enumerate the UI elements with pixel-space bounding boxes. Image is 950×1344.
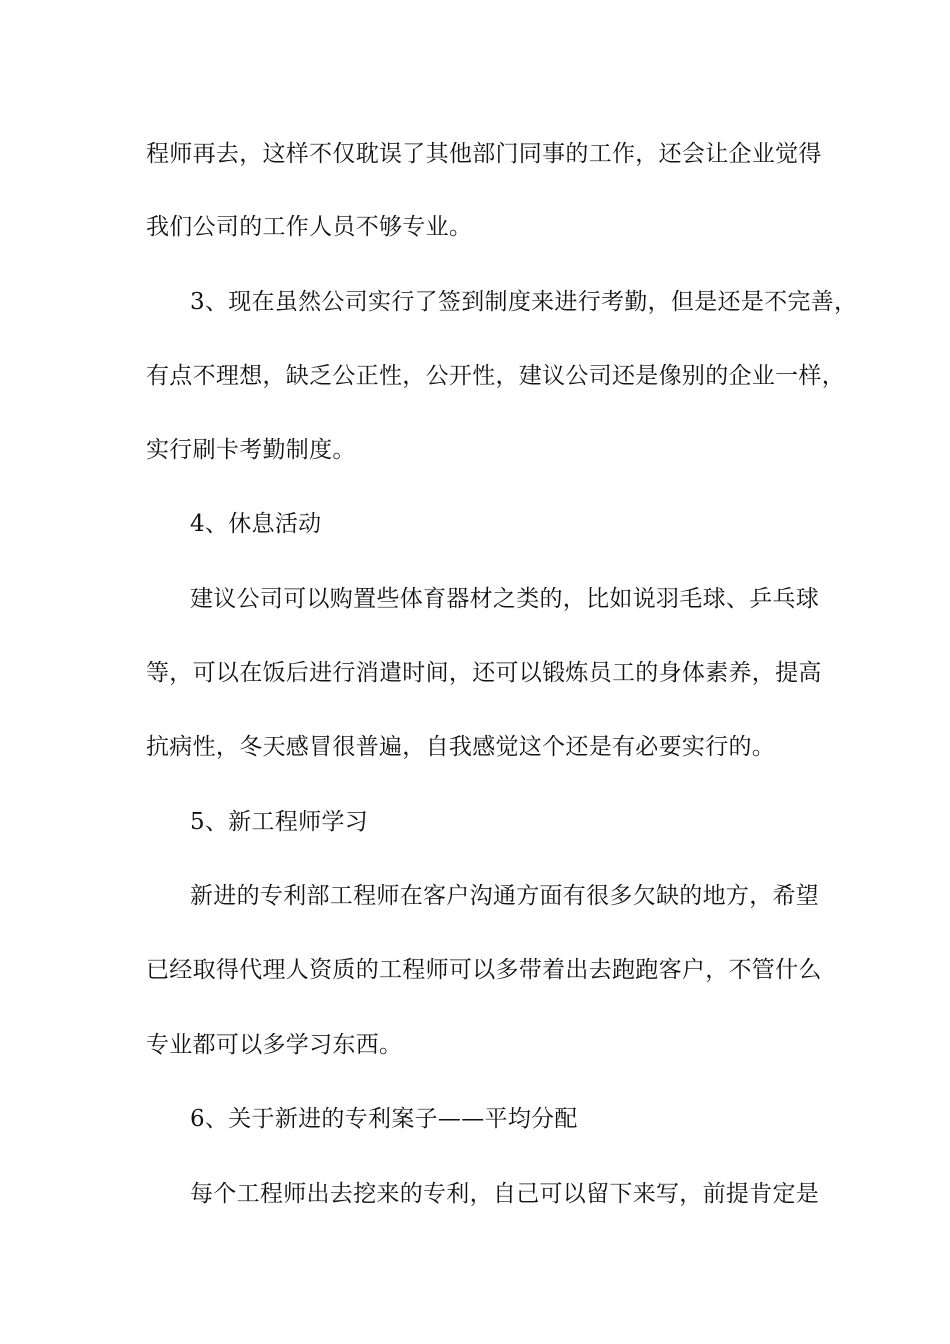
text-line: 已经取得代理人资质的工程师可以多带着出去跑跑客户，不管什么	[146, 957, 822, 983]
section-heading-6: 6、关于新进的专利案子——平均分配	[190, 1106, 578, 1132]
text-line: 抗病性，冬天感冒很普遍，自我感觉这个还是有必要实行的。	[146, 734, 776, 760]
text-line: 等，可以在饭后进行消遣时间，还可以锻炼员工的身体素养，提高	[146, 660, 822, 686]
paragraph-line: 新进的专利部工程师在客户沟通方面有很多欠缺的地方，希望	[190, 883, 820, 909]
list-item-3: 3、现在虽然公司实行了签到制度来进行考勤，但是还是不完善，	[190, 289, 858, 315]
text-line: 实行刷卡考勤制度。	[146, 437, 356, 463]
text-line: 有点不理想，缺乏公正性，公开性，建议公司还是像别的企业一样，	[146, 363, 845, 389]
paragraph-line: 每个工程师出去挖来的专利，自己可以留下来写，前提肯定是	[190, 1181, 820, 1207]
section-heading-4: 4、休息活动	[190, 511, 322, 537]
text-line: 程师再去，这样不仅耽误了其他部门同事的工作，还会让企业觉得	[146, 141, 822, 167]
text-line: 我们公司的工作人员不够专业。	[146, 214, 473, 240]
text-line: 专业都可以多学习东西。	[146, 1032, 403, 1058]
paragraph-line: 建议公司可以购置些体育器材之类的，比如说羽毛球、乒乓球	[190, 586, 820, 612]
section-heading-5: 5、新工程师学习	[190, 809, 369, 835]
